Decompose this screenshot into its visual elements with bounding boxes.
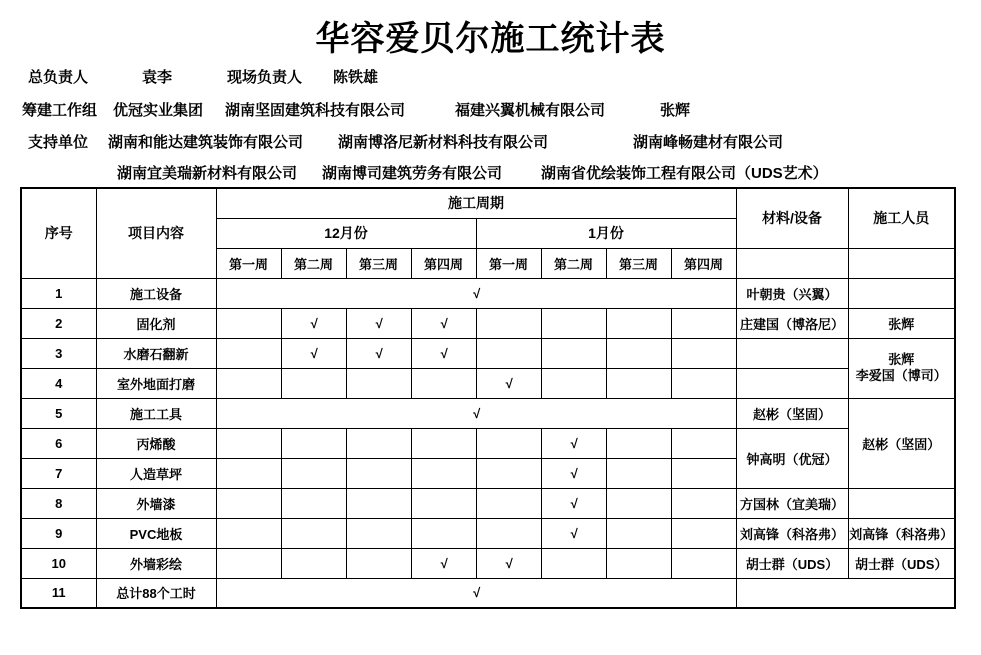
material-cell: 方国林（宜美瑞） bbox=[736, 488, 848, 518]
week-cell bbox=[671, 368, 736, 398]
week-cell bbox=[216, 428, 281, 458]
seq-cell: 6 bbox=[21, 428, 96, 458]
material-cell: 胡士群（UDS） bbox=[736, 548, 848, 578]
seq-cell: 9 bbox=[21, 518, 96, 548]
week-cell: √ bbox=[411, 338, 476, 368]
seq-cell: 1 bbox=[21, 278, 96, 308]
org-name: 湖南省优绘装饰工程有限公司（UDS艺术） bbox=[541, 165, 828, 182]
table-row bbox=[21, 338, 955, 368]
week-span-check: √ bbox=[216, 578, 736, 608]
week-cell bbox=[606, 458, 671, 488]
week-cell bbox=[411, 368, 476, 398]
material-cell: 刘高锋（科洛弗） bbox=[736, 518, 848, 548]
header-item: 项目内容 bbox=[96, 188, 216, 278]
week-cell bbox=[346, 368, 411, 398]
week-cell bbox=[281, 488, 346, 518]
header-workers: 施工人员 bbox=[848, 188, 955, 248]
workers-cell bbox=[848, 488, 955, 518]
header-month-dec: 12月份 bbox=[216, 218, 476, 248]
item-cell: 施工设备 bbox=[96, 278, 216, 308]
table-row bbox=[21, 578, 955, 608]
seq-cell: 2 bbox=[21, 308, 96, 338]
seq-cell: 3 bbox=[21, 338, 96, 368]
material-cell: 钟高明（优冠） bbox=[736, 428, 848, 488]
workers-empty-cell bbox=[848, 248, 955, 278]
week-cell: √ bbox=[281, 308, 346, 338]
item-cell: 外墙彩绘 bbox=[96, 548, 216, 578]
workers-cell bbox=[848, 338, 955, 398]
header-week: 第三周 bbox=[606, 248, 671, 278]
header-week: 第二周 bbox=[541, 248, 606, 278]
material-workers-cell bbox=[736, 578, 955, 608]
week-cell: √ bbox=[541, 488, 606, 518]
header-material: 材料/设备 bbox=[736, 188, 848, 248]
week-cell bbox=[346, 458, 411, 488]
week-cell bbox=[606, 338, 671, 368]
week-cell bbox=[216, 368, 281, 398]
week-cell bbox=[606, 548, 671, 578]
week-cell: √ bbox=[476, 368, 541, 398]
week-cell bbox=[216, 308, 281, 338]
support-unit-label: 支持单位 bbox=[28, 134, 89, 151]
header-week: 第四周 bbox=[671, 248, 736, 278]
chief-name: 袁李 bbox=[142, 69, 173, 86]
week-cell bbox=[346, 428, 411, 458]
week-cell bbox=[411, 458, 476, 488]
item-cell: 施工工具 bbox=[96, 398, 216, 428]
week-cell bbox=[606, 428, 671, 458]
header-seq: 序号 bbox=[21, 188, 96, 278]
header-month-jan: 1月份 bbox=[476, 218, 736, 248]
material-cell: 赵彬（坚固） bbox=[736, 398, 848, 428]
info-line-responsibles bbox=[0, 66, 981, 86]
item-cell: 丙烯酸 bbox=[96, 428, 216, 458]
org-name: 湖南博司建筑劳务有限公司 bbox=[322, 165, 503, 182]
table-row bbox=[21, 548, 955, 578]
item-cell: 室外地面打磨 bbox=[96, 368, 216, 398]
week-cell bbox=[476, 488, 541, 518]
org-name: 湖南博洛尼新材料科技有限公司 bbox=[338, 134, 549, 151]
table-row bbox=[21, 278, 955, 308]
org-name: 福建兴翼机械有限公司 bbox=[455, 102, 606, 119]
week-cell bbox=[541, 308, 606, 338]
week-cell bbox=[346, 518, 411, 548]
week-cell bbox=[216, 458, 281, 488]
workers-cell: 胡士群（UDS） bbox=[848, 548, 955, 578]
week-cell bbox=[281, 368, 346, 398]
table-row bbox=[21, 308, 955, 338]
header-period: 施工周期 bbox=[216, 188, 736, 218]
table-row bbox=[21, 368, 955, 398]
header-week: 第二周 bbox=[281, 248, 346, 278]
week-cell: √ bbox=[541, 518, 606, 548]
week-cell bbox=[281, 458, 346, 488]
week-cell bbox=[476, 308, 541, 338]
org-name: 优冠实业集团 bbox=[113, 102, 204, 119]
org-name: 湖南宜美瑞新材料有限公司 bbox=[117, 165, 298, 182]
header-row-1 bbox=[21, 188, 955, 218]
week-cell bbox=[411, 488, 476, 518]
workers-cell: 赵彬（坚固） bbox=[848, 398, 955, 488]
week-cell bbox=[281, 428, 346, 458]
material-cell bbox=[736, 338, 848, 368]
week-cell bbox=[216, 548, 281, 578]
seq-cell: 11 bbox=[21, 578, 96, 608]
item-cell: PVC地板 bbox=[96, 518, 216, 548]
week-span-check: √ bbox=[216, 278, 736, 308]
week-cell: √ bbox=[346, 308, 411, 338]
week-cell bbox=[216, 488, 281, 518]
header-week: 第一周 bbox=[476, 248, 541, 278]
item-cell: 人造草坪 bbox=[96, 458, 216, 488]
week-cell bbox=[671, 458, 736, 488]
week-cell bbox=[606, 518, 671, 548]
week-cell bbox=[476, 428, 541, 458]
item-cell: 水磨石翻新 bbox=[96, 338, 216, 368]
seq-cell: 7 bbox=[21, 458, 96, 488]
seq-cell: 10 bbox=[21, 548, 96, 578]
week-cell bbox=[411, 428, 476, 458]
workers-cell: 刘高锋（科洛弗） bbox=[848, 518, 955, 548]
week-cell bbox=[671, 308, 736, 338]
week-cell bbox=[606, 308, 671, 338]
week-cell bbox=[346, 488, 411, 518]
week-cell bbox=[671, 338, 736, 368]
week-cell bbox=[476, 458, 541, 488]
week-cell: √ bbox=[411, 308, 476, 338]
seq-cell: 4 bbox=[21, 368, 96, 398]
table-row bbox=[21, 398, 955, 428]
week-cell bbox=[216, 518, 281, 548]
week-cell: √ bbox=[411, 548, 476, 578]
item-cell: 总计88个工时 bbox=[96, 578, 216, 608]
week-cell bbox=[541, 338, 606, 368]
info-line-support-units-2 bbox=[0, 162, 981, 182]
person-name: 张辉 bbox=[660, 102, 691, 119]
table-row bbox=[21, 518, 955, 548]
week-cell bbox=[346, 548, 411, 578]
week-cell bbox=[606, 488, 671, 518]
week-cell: √ bbox=[541, 458, 606, 488]
page-title: 华容爱贝尔施工统计表 bbox=[315, 21, 666, 58]
header-week: 第三周 bbox=[346, 248, 411, 278]
header-week: 第一周 bbox=[216, 248, 281, 278]
material-cell: 庄建国（博洛尼） bbox=[736, 308, 848, 338]
chief-label: 总负责人 bbox=[28, 69, 89, 86]
week-cell bbox=[281, 518, 346, 548]
week-cell: √ bbox=[541, 428, 606, 458]
week-cell bbox=[281, 548, 346, 578]
week-cell bbox=[606, 368, 671, 398]
seq-cell: 5 bbox=[21, 398, 96, 428]
workers-cell bbox=[848, 278, 955, 308]
construction-table bbox=[20, 187, 956, 609]
table-row bbox=[21, 428, 955, 458]
item-cell: 外墙漆 bbox=[96, 488, 216, 518]
week-cell: √ bbox=[476, 548, 541, 578]
week-cell bbox=[671, 548, 736, 578]
week-cell bbox=[476, 518, 541, 548]
info-line-support-units bbox=[0, 131, 981, 151]
workers-cell: 张辉 bbox=[848, 308, 955, 338]
org-name: 湖南峰畅建材有限公司 bbox=[633, 134, 784, 151]
table-row bbox=[21, 488, 955, 518]
workers-line: 张辉 bbox=[888, 352, 915, 367]
site-manager-name: 陈铁雄 bbox=[333, 69, 379, 86]
week-cell bbox=[541, 548, 606, 578]
week-cell bbox=[541, 368, 606, 398]
item-cell: 固化剂 bbox=[96, 308, 216, 338]
seq-cell: 8 bbox=[21, 488, 96, 518]
prep-group-label: 筹建工作组 bbox=[22, 102, 98, 119]
org-name: 湖南和能达建筑装饰有限公司 bbox=[108, 134, 304, 151]
material-cell bbox=[736, 368, 848, 398]
week-cell bbox=[216, 338, 281, 368]
week-cell bbox=[671, 488, 736, 518]
week-cell bbox=[476, 338, 541, 368]
week-cell: √ bbox=[281, 338, 346, 368]
info-line-prep-group bbox=[0, 99, 981, 119]
week-cell: √ bbox=[346, 338, 411, 368]
week-span-check: √ bbox=[216, 398, 736, 428]
material-empty-cell bbox=[736, 248, 848, 278]
week-cell bbox=[671, 428, 736, 458]
org-name: 湖南坚固建筑科技有限公司 bbox=[225, 102, 406, 119]
workers-line: 李爱国（博司） bbox=[855, 368, 947, 383]
site-manager-label: 现场负责人 bbox=[227, 69, 303, 86]
material-cell: 叶朝贵（兴翼） bbox=[736, 278, 848, 308]
week-cell bbox=[671, 518, 736, 548]
week-cell bbox=[411, 518, 476, 548]
header-week: 第四周 bbox=[411, 248, 476, 278]
